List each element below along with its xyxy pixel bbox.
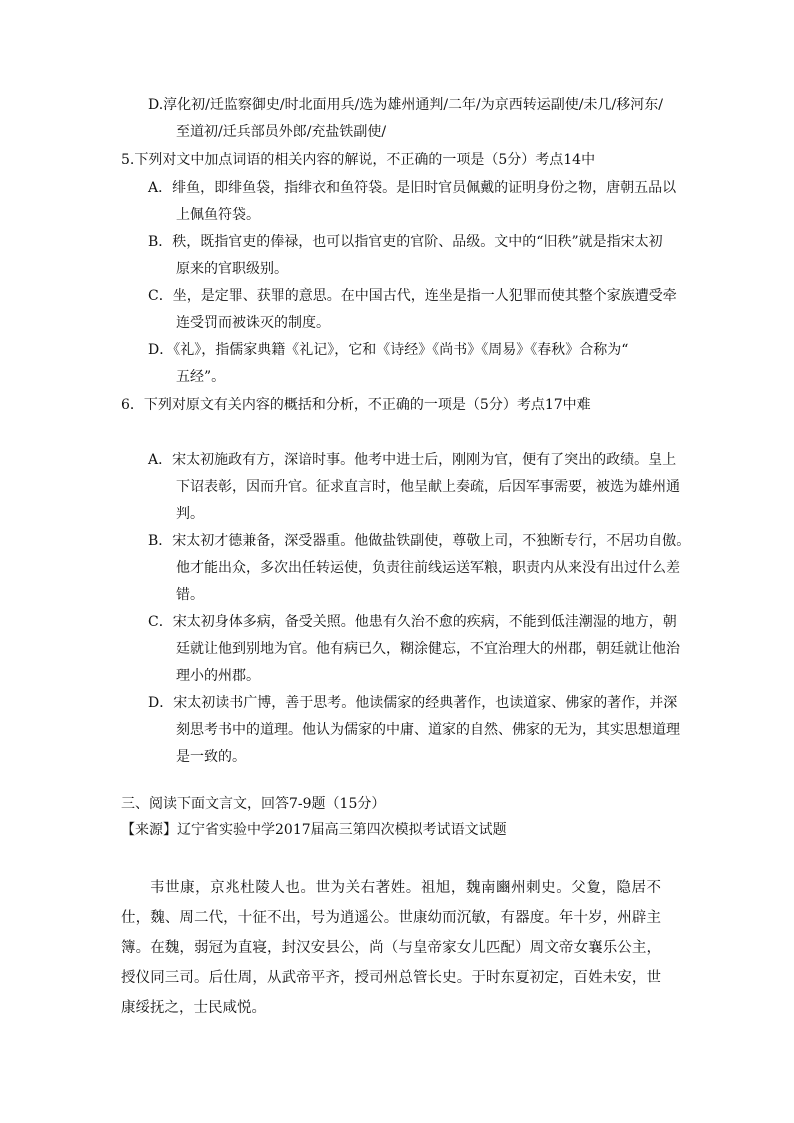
q6-option-b-line2: 他才能出众，多次出任转运使，负责往前线运送军粮，职责内从来没有出过什么差 bbox=[176, 560, 680, 576]
q6-option-c-line3: 理小的州郡。 bbox=[176, 668, 260, 684]
q5-option-c-line1: C．坐，是定罪、获罪的意思。在中国古代，连坐是指一人犯罪而使其整个家族遭受牵 bbox=[148, 288, 677, 304]
q6-option-b-line1: B．宋太初才德兼备，深受器重。他做盐铁副使，尊敬上司，不独断专行，不居功自傲。 bbox=[148, 533, 691, 549]
q6-option-d-line3: 是一致的。 bbox=[176, 749, 246, 765]
q6-option-c-line1: C．宋太初身体多病，备受关照。他患有久治不愈的疾病，不能到低洼潮湿的地方，朝 bbox=[148, 614, 677, 630]
section3-heading: 三、阅读下面文言文，回答7-9题（15分） bbox=[121, 796, 386, 812]
q6-option-a-line2: 下诏表彰，因而升官。征求直言时，他呈献上奏疏，后因军事需要，被选为雄州通 bbox=[176, 479, 680, 495]
q5-option-b-line2: 原来的官职级别。 bbox=[176, 261, 288, 277]
q5-option-c-line2: 连受罚而被诛灭的制度。 bbox=[176, 315, 330, 331]
q5-option-d-line2: 五经”。 bbox=[176, 369, 226, 385]
q6-option-d-line1: D．宋太初读书广博，善于思考。他读儒家的经典著作，也读道家、佛家的著作，并深 bbox=[148, 695, 678, 711]
q4-option-d-line2: 至道初/迁兵部员外郎/充盐铁副使/ bbox=[176, 124, 387, 140]
q5-option-a-line1: A．绯鱼，即绯鱼袋，指绯衣和鱼符袋。是旧时官员佩戴的证明身份之物，唐朝五品以 bbox=[148, 180, 677, 196]
q4-option-d-line1: D.淳化初/迁监察御史/时北面用兵/选为雄州通判/二年/为京西转运副使/未几/移河东/ bbox=[148, 97, 663, 113]
q5-option-d-line1: D．《礼》，指儒家典籍《礼记》，它和《诗经》《尚书》《周易》《春秋》合称为“ bbox=[148, 342, 629, 358]
q6-option-d-line2: 刻思考书中的道理。他认为儒家的中庸、道家的自然、佛家的无为，其实思想道理 bbox=[176, 722, 680, 738]
section3-passage: 韦世康，京兆杜陵人也。世为关右著姓。祖旭，魏南豳州刺史。父夐，隐居不仕，魏、周二代，十征不出，号为逍遥公。世康幼而沉敏，有器度。年十岁，州辟主簿。在魏，弱冠为直寝，封汉安县公，尚（与皇帝家女儿匹配）周文帝女襄乐公主，授仪同三司。后仕周，从武帝平齐，授司州总管长史。于时东夏初定，百姓未安，世康绥抚之，士民咸悦。 bbox=[121, 880, 661, 1016]
q5-option-a-line2: 上佩鱼符袋。 bbox=[176, 207, 260, 223]
q6-stem: 6．下列对原文有关内容的概括和分析，不正确的一项是（5分）考点17中难 bbox=[121, 397, 591, 413]
q6-option-a-line3: 判。 bbox=[176, 506, 204, 522]
q6-option-a-line1: A．宋太初施政有方，深谙时事。他考中进士后，刚刚为官，便有了突出的政绩。皇上 bbox=[148, 452, 677, 468]
q6-option-c-line2: 廷就让他到别地为官。他有病已久，糊涂健忘，不宜治理大的州郡，朝廷就让他治 bbox=[176, 641, 680, 657]
q5-stem: 5.下列对文中加点词语的相关内容的解说，不正确的一项是（5分）考点14中 bbox=[121, 152, 596, 168]
q5-option-b-line1: B．秩，既指官吏的俸禄，也可以指官吏的官阶、品级。文中的“旧秩”就是指宋太初 bbox=[148, 234, 663, 250]
section3-source: 【来源】辽宁省实验中学2017届高三第四次模拟考试语文试题 bbox=[121, 822, 507, 838]
q6-option-b-line3: 错。 bbox=[176, 587, 204, 603]
